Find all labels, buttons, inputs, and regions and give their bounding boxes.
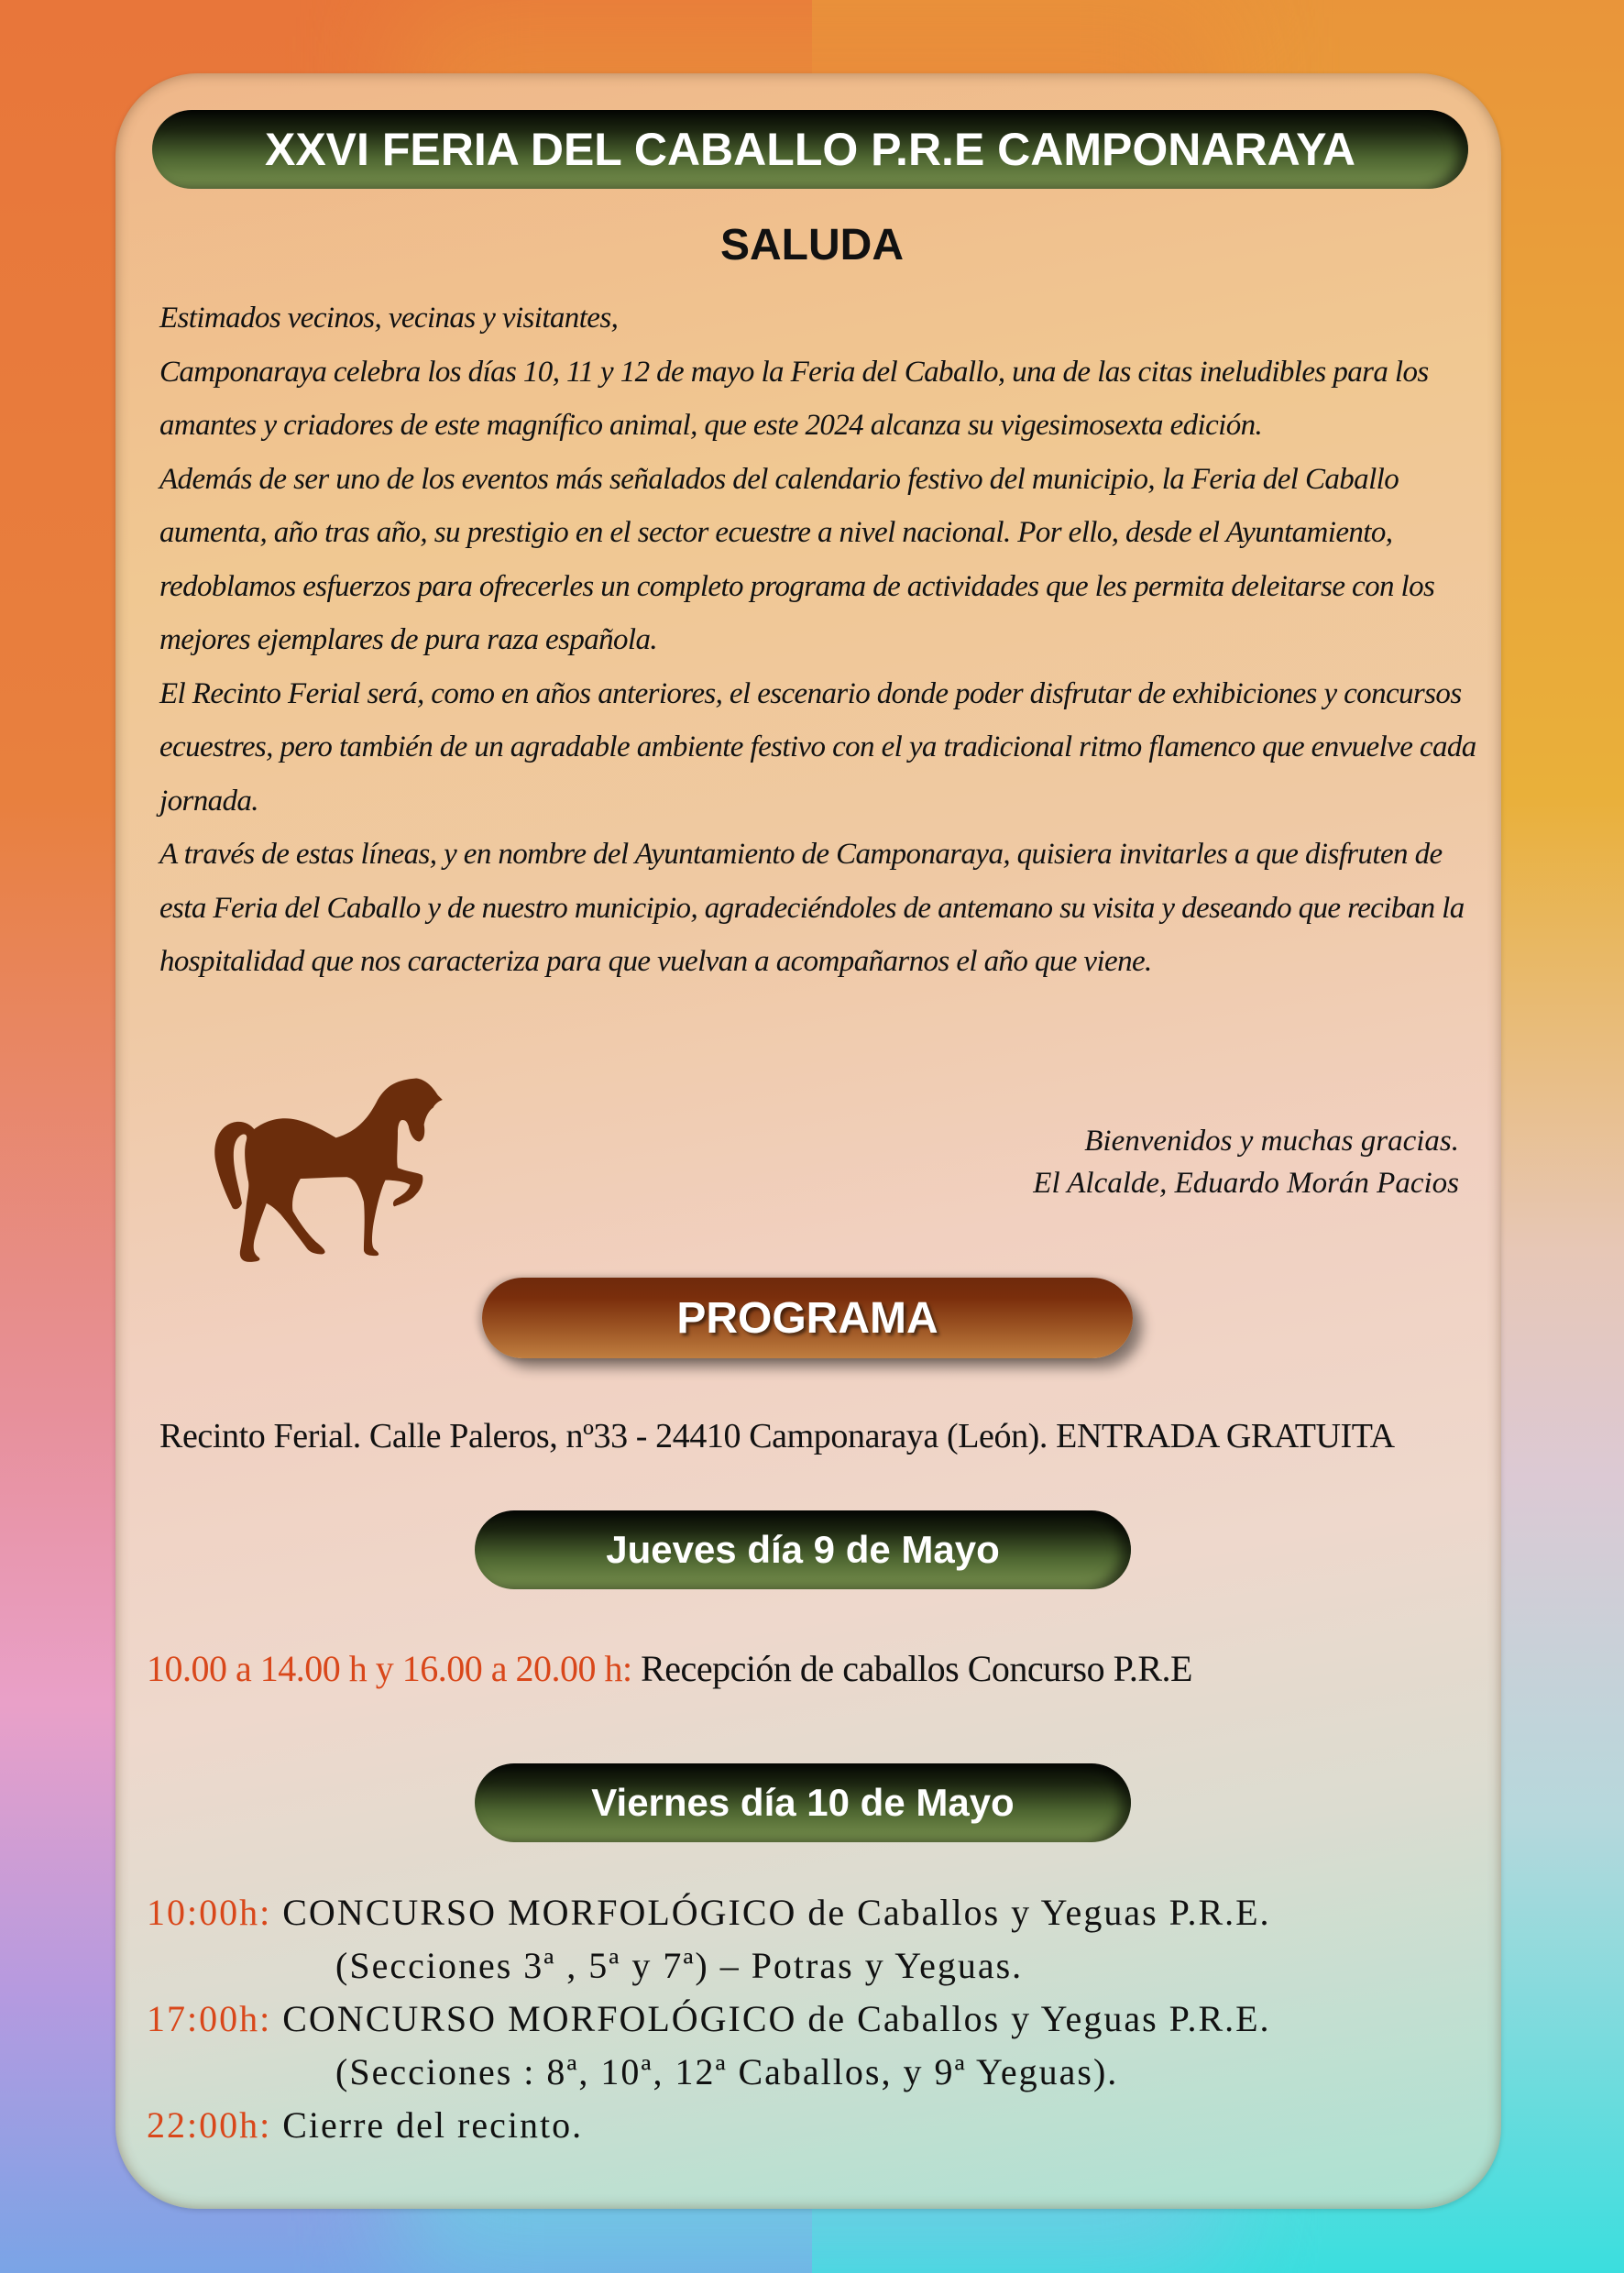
- schedule-time: 10:00h:: [147, 1892, 272, 1933]
- programa-title: PROGRAMA: [676, 1293, 938, 1343]
- schedule-time: 22:00h:: [147, 2104, 272, 2146]
- schedule-item: [147, 1647, 1192, 1690]
- schedule-text: Recepción de caballos Concurso P.R.E: [641, 1648, 1192, 1689]
- horse-silhouette-icon: [192, 1054, 486, 1283]
- event-title-banner: [152, 110, 1468, 189]
- letter-paragraph: El Recinto Ferial será, como en años anteriores, el escenario donde poder disfrutar de exhibiciones y concursos ecuestres, pero también de un agradable ambiente festivo con el ya tradicional ritmo flamenco que envuelve cada jornada.: [159, 676, 1476, 818]
- schedule-time: 17:00h:: [147, 1998, 272, 2039]
- letter-paragraph: A través de estas líneas, y en nombre del Ayuntamiento de Camponaraya, quisiera invitarles a que disfruten de esta Feria del Caballo y de nuestro municipio, agradeciéndoles de antemano su visita y deseando que reciban la hospitalidad que nos caracteriza para que vuelvan a acompañarnos el año que viene.: [159, 838, 1465, 978]
- day-label: Jueves día 9 de Mayo: [606, 1528, 1000, 1571]
- schedule-text: CONCURSO MORFOLÓGICO de Caballos y Yeguas P.R.E.: [282, 1892, 1271, 1933]
- letter-signoff: [1033, 1120, 1459, 1204]
- letter-paragraph: Camponaraya celebra los días 10, 11 y 12 de mayo la Feria del Caballo, una de las citas ineludibles para los amantes y criadores de este magnífico animal, que este 2024 alcanza su vigesimosexta edición.: [159, 355, 1429, 442]
- venue-info: Recinto Ferial. Calle Paleros, nº33 - 24410 Camponaraya (León). ENTRADA GRATUITA: [159, 1417, 1395, 1455]
- letter-closing: Bienvenidos y muchas gracias.: [1084, 1125, 1459, 1158]
- day-banner-friday: [475, 1763, 1131, 1842]
- schedule-time: 10.00 a 14.00 h y 16.00 a 20.00 h:: [147, 1648, 632, 1689]
- schedule-text: Cierre del recinto.: [282, 2104, 584, 2146]
- letter-paragraph: Además de ser uno de los eventos más señalados del calendario festivo del municipio, la Feria del Caballo aumenta, año tras año, su prestigio en el sector ecuestre a nivel nacional. Por ello, desde el Ayuntamiento, redoblamos esfuerzos para ofrecerles un completo programa de actividades que les permita deleitarse con los mejores ejemplares de pura raza española.: [159, 462, 1435, 656]
- section-heading-saluda: SALUDA: [720, 221, 904, 269]
- schedule-item: [147, 1886, 1271, 1939]
- programa-banner: [482, 1278, 1133, 1358]
- event-title: XXVI FERIA DEL CABALLO P.R.E CAMPONARAYA: [264, 124, 1355, 175]
- day-label: Viernes día 10 de Mayo: [591, 1781, 1015, 1824]
- welcome-letter: [159, 291, 1479, 989]
- friday-schedule: [147, 1886, 1271, 2152]
- schedule-detail: (Secciones : 8ª, 10ª, 12ª Caballos, y 9ª Yeguas).: [335, 2051, 1119, 2092]
- schedule-detail: (Secciones 3ª , 5ª y 7ª) – Potras y Yeguas.: [335, 1945, 1024, 1986]
- day-banner-thursday: [475, 1510, 1131, 1589]
- schedule-text: CONCURSO MORFOLÓGICO de Caballos y Yeguas P.R.E.: [282, 1998, 1271, 2039]
- schedule-item: [147, 2099, 1271, 2152]
- letter-greeting: Estimados vecinos, vecinas y visitantes,: [159, 302, 619, 335]
- letter-signature: El Alcalde, Eduardo Morán Pacios: [1033, 1167, 1459, 1200]
- schedule-item: [147, 1993, 1271, 2046]
